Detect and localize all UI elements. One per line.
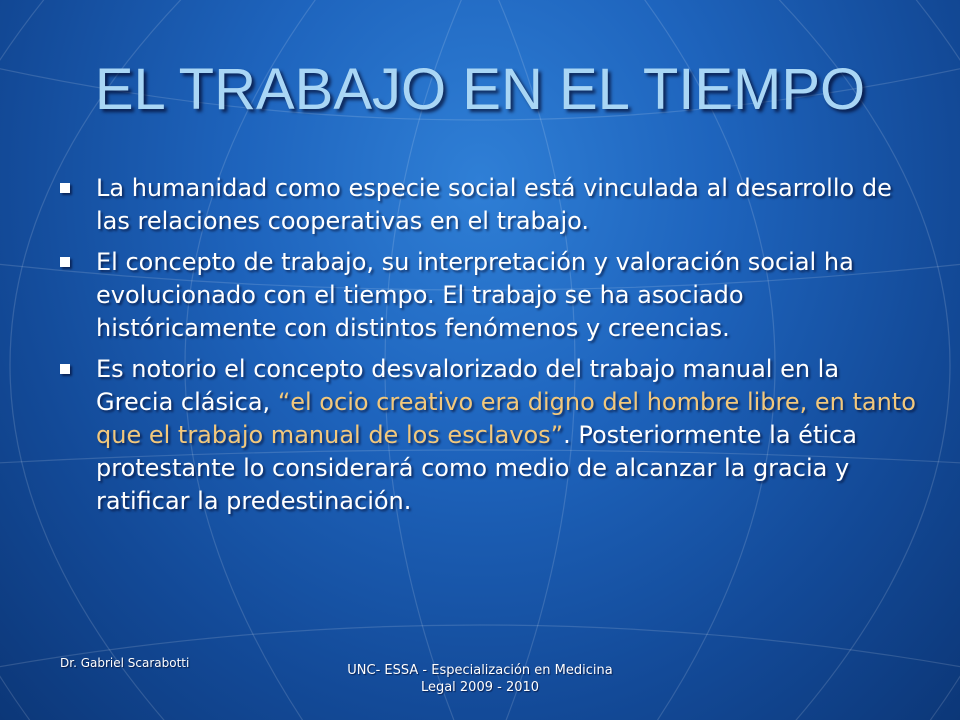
slide-title: EL TRABAJO EN EL TIEMPO	[94, 57, 866, 122]
bullet-quote: “el ocio creativo era digno del hombre libre, en tanto que el trabajo manual de los esclavos”	[96, 388, 916, 449]
bullet-text-after: . Posteriormente la ética protestante lo considerará como medio de alcanzar la gracia y ratificar la predestinación.	[96, 421, 857, 515]
footer-course-line2: Legal 2009 - 2010	[420, 680, 540, 695]
bullet-item	[60, 246, 920, 345]
footer-course	[300, 662, 660, 696]
footer-course-line1: UNC- ESSA - Especialización en Medicina	[347, 663, 613, 678]
bullet-text-before: Es notorio el concepto desvalorizado del trabajo manual en la Grecia clásica,	[96, 355, 840, 416]
square-bullet-icon	[60, 257, 70, 267]
square-bullet-icon	[60, 183, 70, 193]
bullet-item	[60, 353, 920, 518]
square-bullet-icon	[60, 364, 70, 374]
bullet-list	[60, 172, 920, 526]
bullet-item	[60, 172, 920, 238]
footer-author: Dr. Gabriel Scarabotti	[60, 656, 190, 670]
bullet-text: El concepto de trabajo, su interpretación y valoración social ha evolucionado con el tiempo. El trabajo se ha asociado históricamente con distintos fenómenos y creencias.	[96, 248, 854, 342]
bullet-text: La humanidad como especie social está vinculada al desarrollo de las relaciones cooperativas en el trabajo.	[96, 174, 892, 235]
